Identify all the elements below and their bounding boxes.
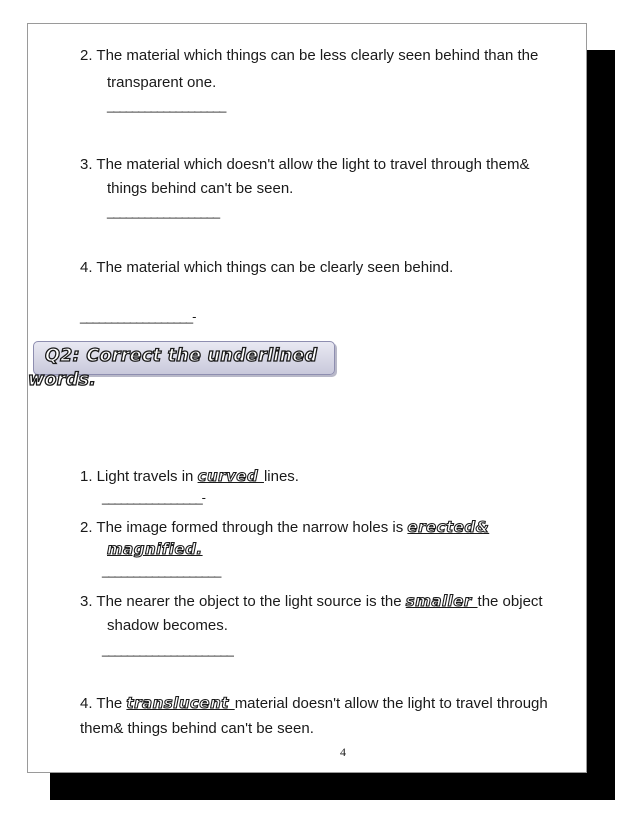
q2-item-4-text-end: material doesn't allow the light to travel through (234, 695, 548, 712)
q1-item-2-text: 2. The material which things can be less clearly seen behind than the (80, 47, 539, 64)
q2-item-4 (80, 694, 548, 713)
q2-heading (28, 344, 345, 392)
q2-item-1-answer-blank[interactable]: ________________- (102, 490, 206, 505)
q2-heading-line1: Q2: Correct the underlined (45, 346, 318, 366)
q2-item-2-underlined-word: erected& (407, 518, 490, 536)
q1-item-2-answer-blank[interactable]: ___________________ (107, 98, 226, 113)
q2-item-1-underlined-word: curved (197, 467, 264, 485)
q2-item-2 (80, 518, 489, 537)
q1-item-3-text: 3. The material which doesn't allow the light to travel through them& (80, 156, 530, 173)
q2-item-3 (80, 592, 543, 611)
q2-item-2-cont (107, 540, 203, 559)
q2-item-2-answer-blank[interactable]: ___________________ (102, 563, 221, 578)
worksheet-page (27, 23, 587, 773)
q1-item-3-answer-blank[interactable]: __________________ (107, 204, 220, 219)
q2-item-2-underlined-word-cont: magnified. (107, 540, 203, 558)
q2-item-4-text-cont: them& things behind can't be seen. (80, 720, 314, 737)
q2-item-4-underlined-word: translucent (126, 694, 235, 712)
q2-item-3-underlined-word: smaller (405, 592, 478, 610)
q2-item-3-text: 3. The nearer the object to the light source is the (80, 593, 406, 610)
q2-item-1-text-end: lines. (263, 468, 299, 485)
q2-item-3-text-cont: shadow becomes. (107, 617, 228, 634)
q2-item-3-answer-blank[interactable]: _____________________ (102, 642, 233, 657)
q1-item-3-text-cont: things behind can't be seen. (107, 180, 294, 197)
q2-item-1 (80, 467, 299, 486)
q2-item-2-text: 2. The image formed through the narrow holes is (80, 519, 408, 536)
q1-item-2-text-cont: transparent one. (107, 74, 217, 91)
q2-item-4-text: 4. The (80, 695, 127, 712)
q1-item-4-text: 4. The material which things can be clearly seen behind. (80, 259, 454, 276)
q2-heading-line2: words. (28, 370, 97, 390)
q1-item-4-answer-blank[interactable]: __________________- (80, 309, 196, 324)
page-number: 4 (340, 745, 346, 759)
q2-item-3-text-end: the object (477, 593, 543, 610)
q2-item-1-text: 1. Light travels in (80, 468, 198, 485)
